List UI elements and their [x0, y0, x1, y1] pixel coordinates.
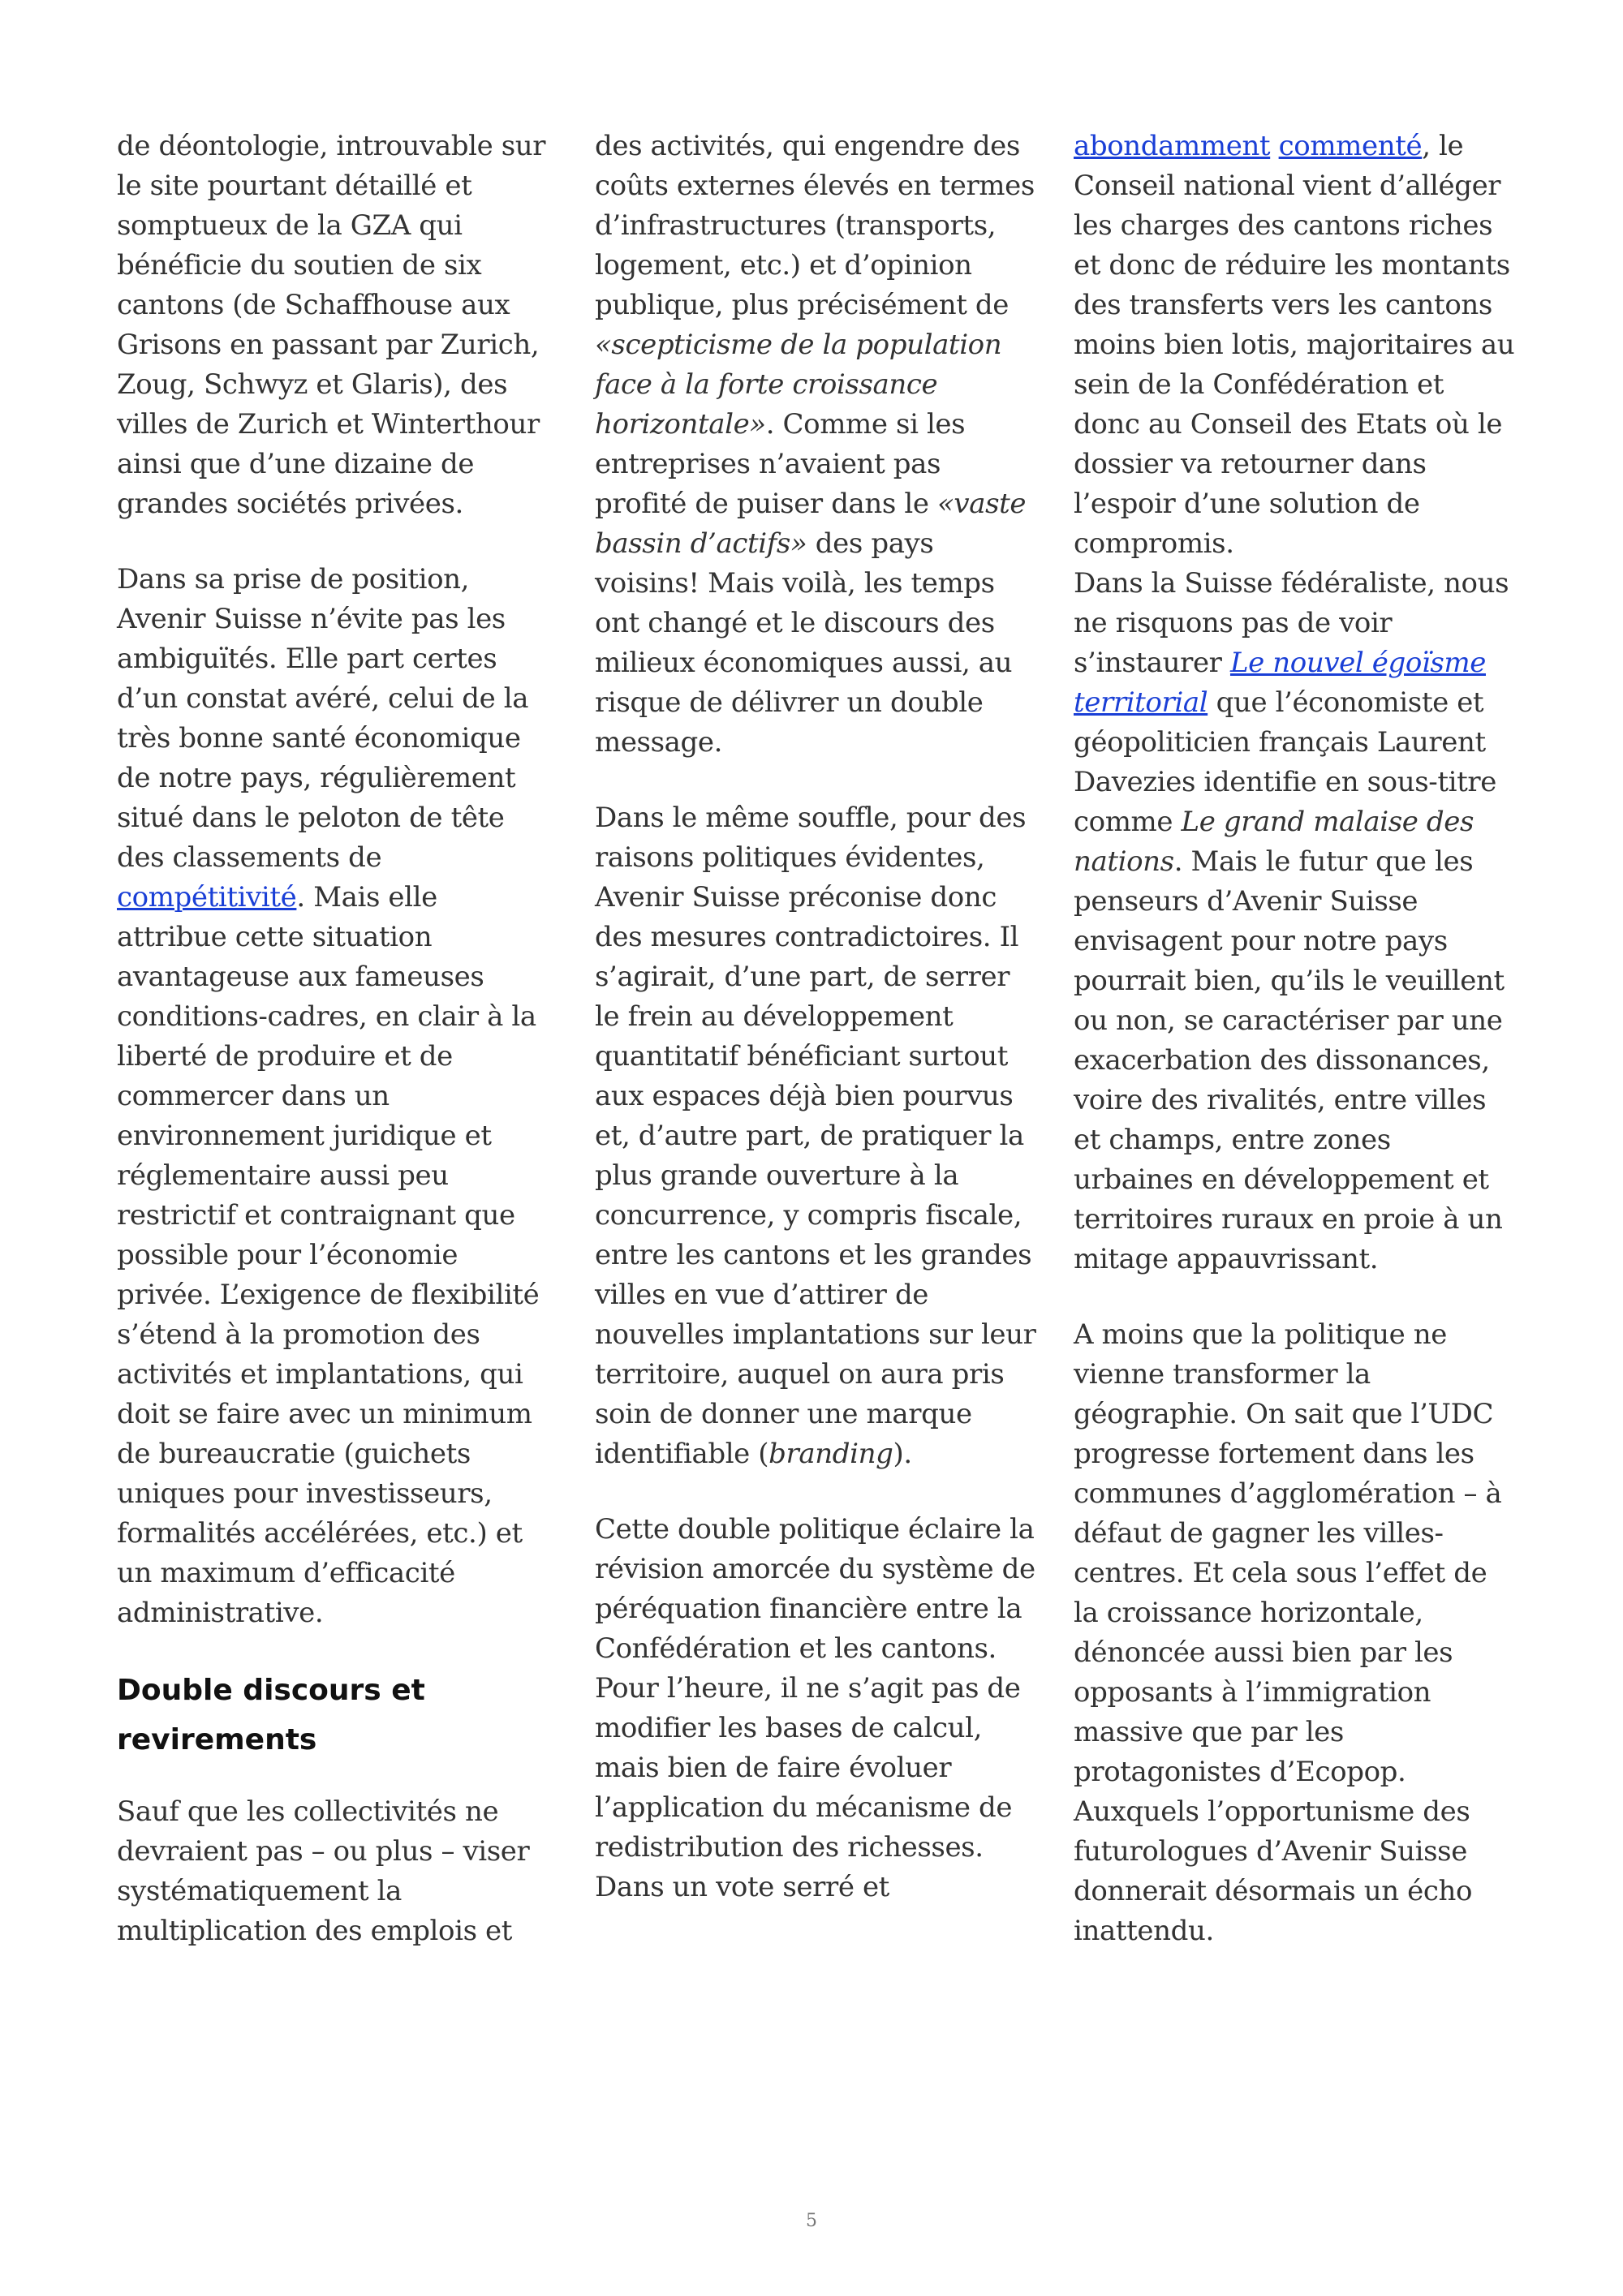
- paragraph-text: . Mais le futur que les penseurs d’Avenir Suisse envisagent pour notre pays pourrait bien, qu’ils le veuillent ou non, se caractériser par une exacerbation des dissonances, voire des rivalités, entre villes et champs, entre zones urbaines en développement et territoires ruraux en proie à un mitage appauvrissant.: [1074, 845, 1505, 1275]
- text-column-2: [595, 127, 1037, 1907]
- paragraph-text: des pays voisins! Mais voilà, les temps ont changé et le discours des milieux économiques aussi, au risque de délivrer un double message.: [595, 527, 1013, 759]
- link-abondamment[interactable]: abondamment: [1074, 130, 1271, 162]
- text-column-3: [1074, 127, 1516, 1951]
- paragraph-text: Dans la Suisse fédéraliste, nous ne risquons pas de voir s’instaurer: [1074, 567, 1509, 679]
- quote-emphasis: «vaste bassin d’actifs»: [595, 488, 1027, 560]
- paragraph: [1074, 564, 1516, 1279]
- paragraph-text: . Mais elle attribue cette situation avantageuse aux fameuses conditions-cadres, en clair à la liberté de produire et de commercer dans un environnement juridique et réglementaire aussi peu restrictif et contraignant que possible pour l’économie privée. L’exigence de flexibilité s’étend à la promotion des activités et implantations, qui doit se faire avec un minimum de bureaucratie (guichets uniques pour investisseurs, formalités accélérées, etc.) et un maximum d’efficacité administrative.: [117, 881, 540, 1629]
- paragraph: [117, 560, 555, 1633]
- quote-emphasis: «scepticisme de la population face à la forte croissance horizontale»: [595, 329, 1002, 441]
- page-number: 5: [806, 2211, 817, 2231]
- book-title-emphasis: Le grand malaise des nations: [1074, 806, 1474, 878]
- section-heading: Double discours et revirements: [117, 1674, 425, 1756]
- paragraph: [117, 1792, 555, 1951]
- link-commente[interactable]: commenté: [1278, 130, 1423, 162]
- paragraph: [595, 127, 1037, 763]
- book-title-link-text: Le nouvel égoïsme territorial: [1074, 647, 1486, 719]
- paragraph-text: . Comme si les entreprises n’avaient pas profité de puiser dans le: [595, 408, 966, 520]
- paragraph: [1074, 127, 1516, 564]
- paragraph: [595, 1510, 1037, 1907]
- paragraph: [117, 127, 555, 524]
- paragraph-text: Dans sa prise de position, Avenir Suisse n’évite pas les ambiguïtés. Elle part certes d’un constat avéré, celui de la très bonne santé économique de notre pays, régulièrement situé dans le peloton de tête des classements de: [117, 563, 529, 874]
- paragraph-text: des activités, qui engendre des coûts externes élevés en termes d’infrastructures (transports, logement, etc.) et d’opinion publique, plus précisément de: [595, 130, 1035, 321]
- term-emphasis: branding: [768, 1438, 893, 1470]
- text-column-1: [117, 127, 555, 1951]
- paragraph: [1074, 1315, 1516, 1951]
- link-competitivite[interactable]: compétitivité: [117, 881, 297, 914]
- paragraph-text: que l’économiste et géopoliticien français Laurent Davezies identifie en sous-titre comme: [1074, 686, 1496, 838]
- paragraph: [595, 798, 1037, 1474]
- paragraph-text: de déontologie, introuvable sur le site pourtant détaillé et somptueux de la GZA qui bénéficie du soutien de six cantons (de Schaffhouse aux Grisons en passant par Zurich, Zoug, Schwyz et Glaris), des villes de Zurich et Winterthour ainsi que d’une dizaine de grandes sociétés privées.: [117, 130, 546, 520]
- paragraph-text: Dans le même souffle, pour des raisons politiques évidentes, Avenir Suisse préconise donc des mesures contradictoires. Il s’agirait, d’une part, de serrer le frein au développement quantitatif bénéficiant surtout aux espaces déjà bien pourvus et, d’autre part, de pratiquer la plus grande ouverture à la concurrence, y compris fiscale, entre les cantons et les grandes villes en vue d’attirer de nouvelles implantations sur leur territoire, auquel on aura pris soin de donner une marque identifiable (: [595, 802, 1036, 1470]
- paragraph-text: Cette double politique éclaire la révision amorcée du système de péréquation financière entre la Confédération et les cantons. Pour l’heure, il ne s’agit pas de modifier les bases de calcul, mais bien de faire évoluer l’application du mécanisme de redistribution des richesses. Dans un vote serré et: [595, 1513, 1035, 1903]
- paragraph-text: ).: [893, 1438, 912, 1470]
- paragraph-text: Sauf que les collectivités ne devraient pas – ou plus – viser systématiquement la multiplication des emplois et: [117, 1795, 530, 1947]
- paragraph-text: A moins que la politique ne vienne transformer la géographie. On sait que l’UDC progresse fortement dans les communes d’agglomération – à défaut de gagner les villes-centres. Et cela sous l’effet de la croissance horizontale, dénoncée aussi bien par les opposants à l’immigration massive que par les protagonistes d’Ecopop. Auxquels l’opportunisme des futurologues d’Avenir Suisse donnerait désormais un écho inattendu.: [1074, 1318, 1502, 1947]
- paragraph-text: , le Conseil national vient d’alléger les charges des cantons riches et donc de réduire les montants des transferts vers les cantons moins bien lotis, majoritaires au sein de la Confédération et donc au Conseil des Etats où le dossier va retourner dans l’espoir d’une solution de compromis.: [1074, 130, 1515, 560]
